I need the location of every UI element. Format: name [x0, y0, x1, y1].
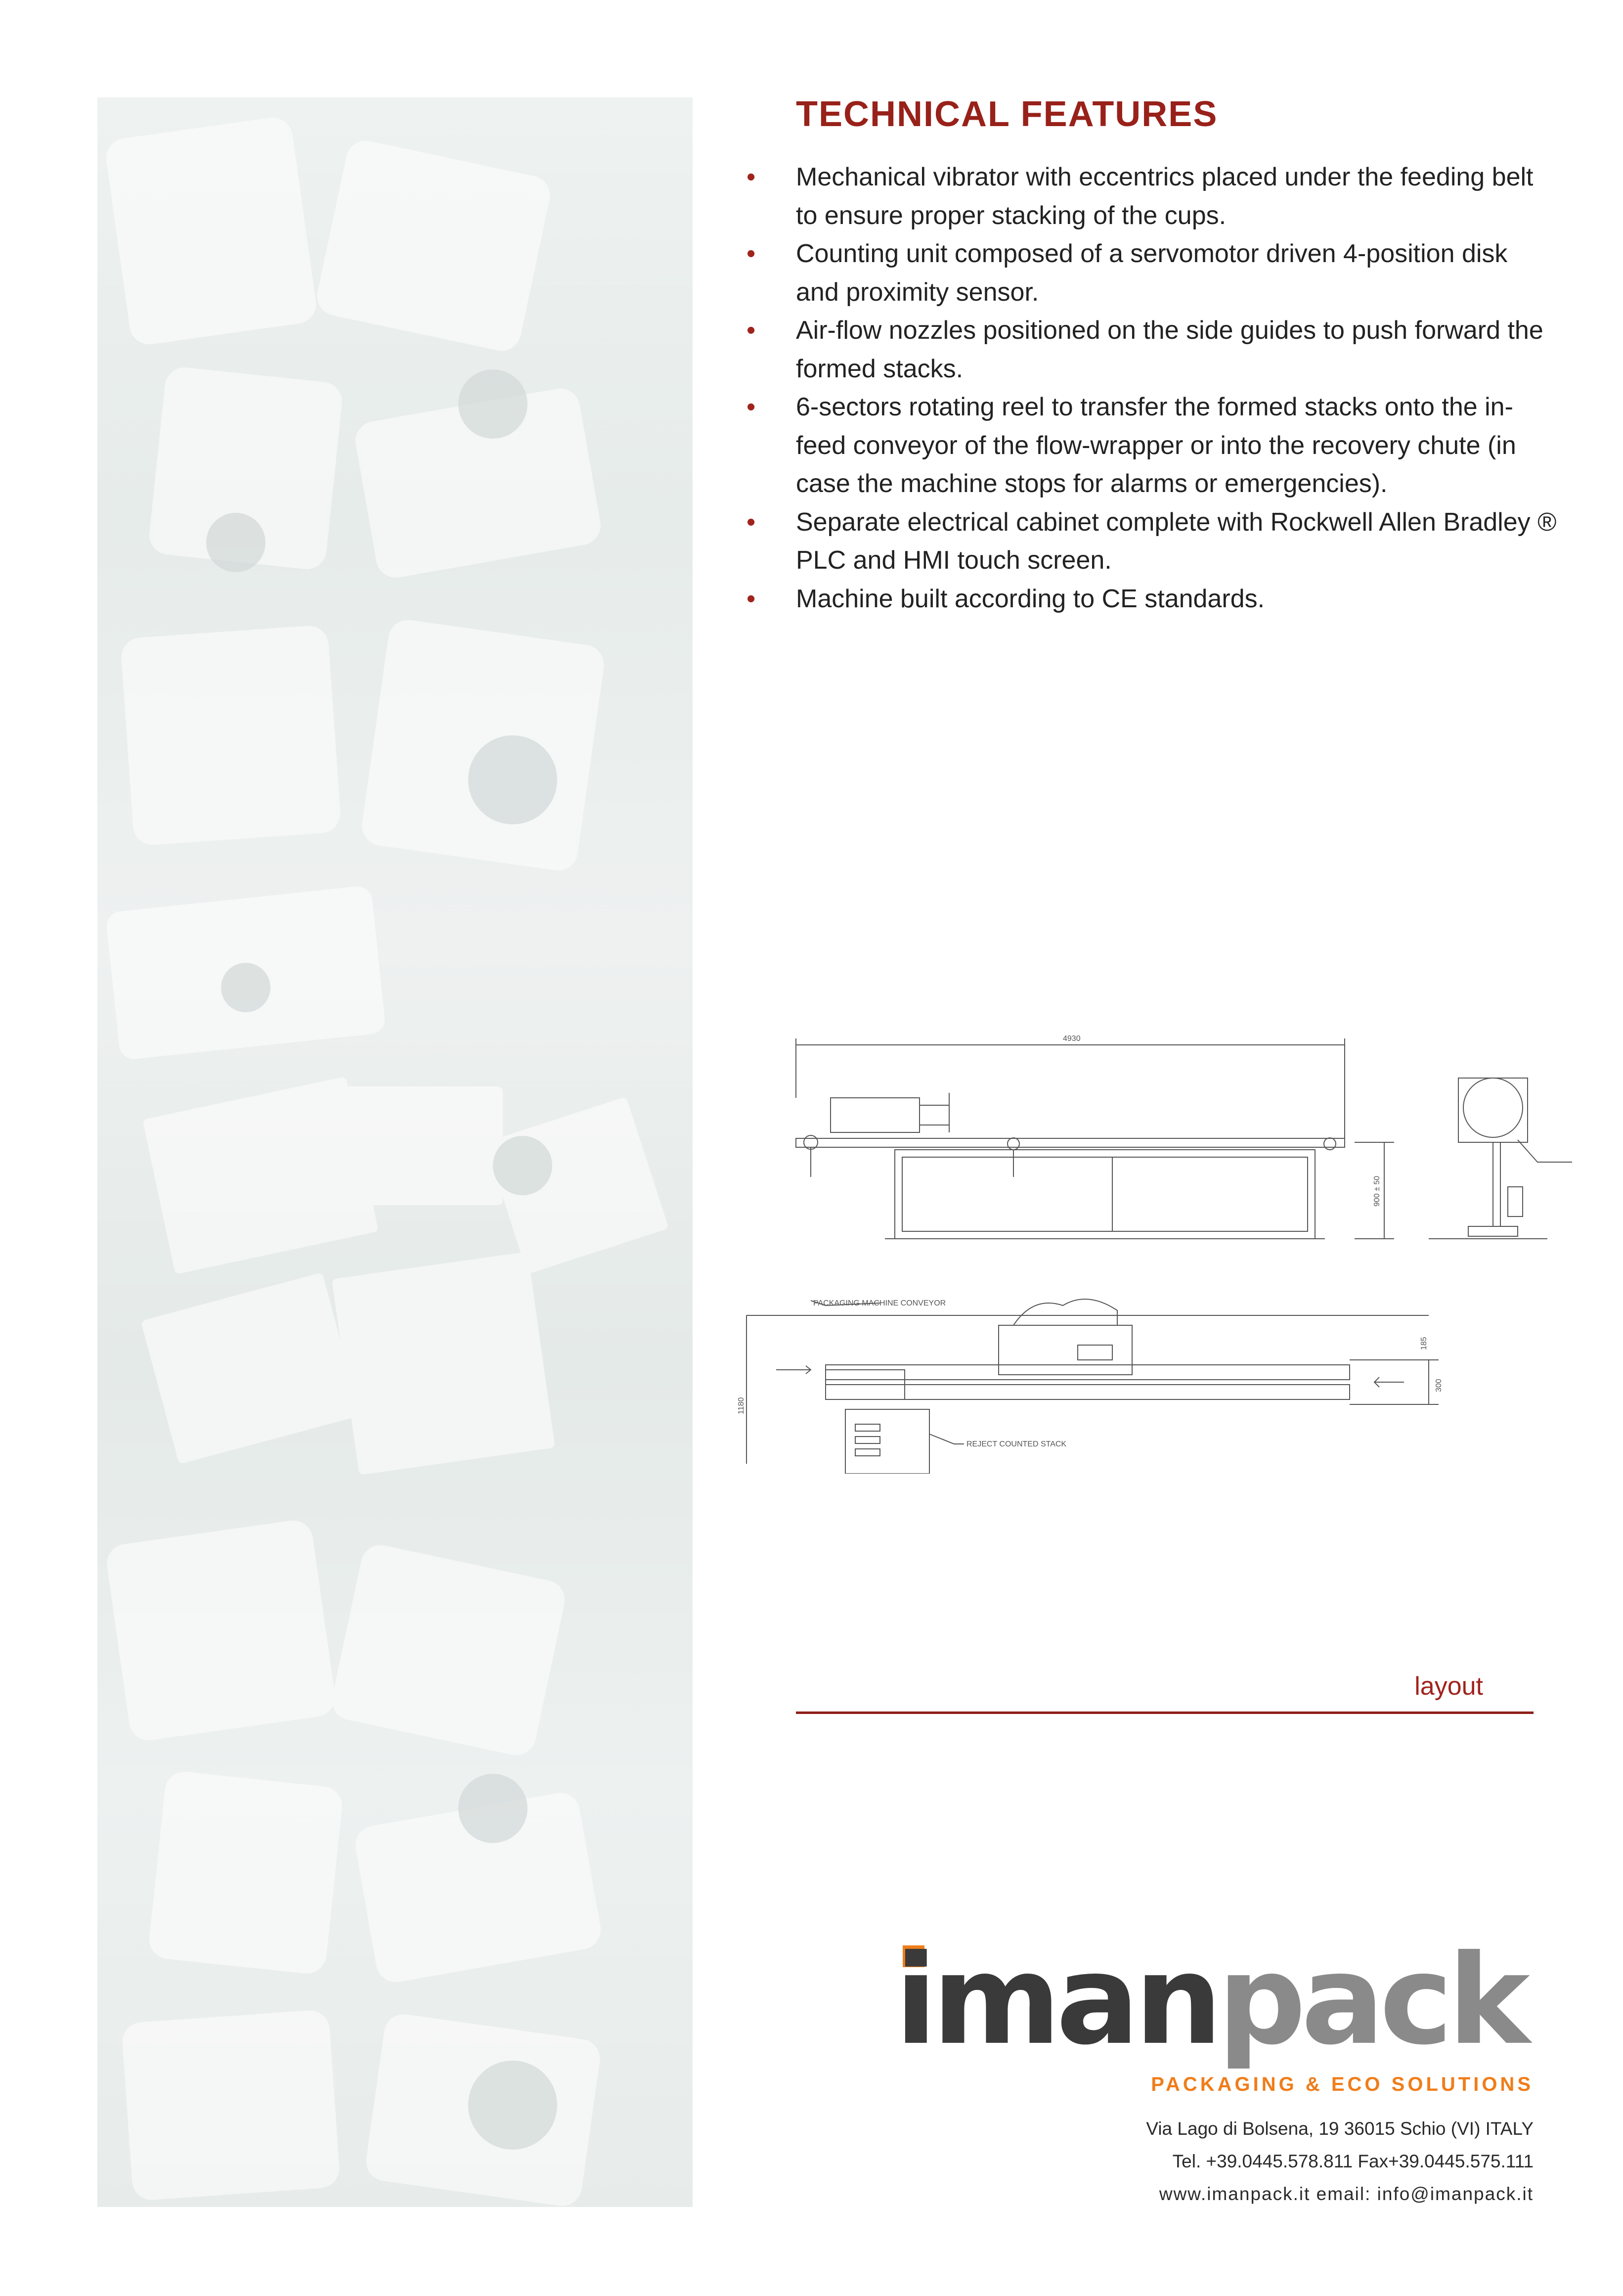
caption-divider — [796, 1711, 1534, 1714]
feature-item: • Mechanical vibrator with eccentrics placed under the feeding belt to ensure proper stacking of the cups. — [746, 158, 1557, 235]
logo-part-pack: pack — [1217, 1928, 1525, 2072]
logo-tagline: PACKAGING & ECO SOLUTIONS — [1151, 2073, 1534, 2095]
feature-list — [746, 158, 1557, 618]
width-dimension: 1180 — [737, 1397, 746, 1414]
contact-phone: Tel. +39.0445.578.811 Fax+39.0445.575.111 — [1172, 2151, 1534, 2171]
small-dimension: 185 — [1420, 1337, 1428, 1350]
conveyor-label: PACKAGING MACHINE CONVEYOR — [813, 1299, 946, 1307]
length-dimension: 4930 — [1063, 1035, 1081, 1043]
feature-item: • 6-sectors rotating reel to transfer the formed stacks onto the in-feed conveyor of the flow-wrapper or into the recovery chute (in case the machine stops for alarms or emergencies). — [746, 388, 1557, 503]
side-elevation-view — [796, 1038, 1394, 1239]
plan-view — [746, 1299, 1439, 1474]
feature-item: • Air-flow nozzles positioned on the side guides to push forward the formed stacks. — [746, 312, 1557, 388]
reject-label: REJECT COUNTED STACK — [966, 1440, 1067, 1448]
contact-web: www.imanpack.it email: info@imanpack.it — [1159, 2184, 1534, 2204]
feature-item: • Machine built according to CE standards. — [746, 580, 1557, 619]
end-elevation-view — [1429, 1078, 1572, 1239]
page-title: TECHNICAL FEATURES — [796, 94, 1218, 134]
company-logo — [895, 1928, 1525, 2072]
logo-part-iman: iman — [895, 1928, 1218, 2072]
belt-dimension: 300 — [1435, 1379, 1443, 1392]
layout-drawing — [737, 1029, 1577, 1474]
height-dimension: 900 ± 50 — [1373, 1175, 1381, 1207]
product-photo-column — [97, 97, 693, 2207]
feature-item: • Counting unit composed of a servomotor driven 4-position disk and proximity sensor. — [746, 235, 1557, 312]
contact-address: Via Lago di Bolsena, 19 36015 Schio (VI) ITALY — [1146, 2118, 1534, 2139]
faded-packages-image — [97, 97, 693, 2207]
feature-item: • Separate electrical cabinet complete with Rockwell Allen Bradley ® PLC and HMI touch screen. — [746, 503, 1557, 580]
layout-caption: layout — [1414, 1672, 1483, 1701]
